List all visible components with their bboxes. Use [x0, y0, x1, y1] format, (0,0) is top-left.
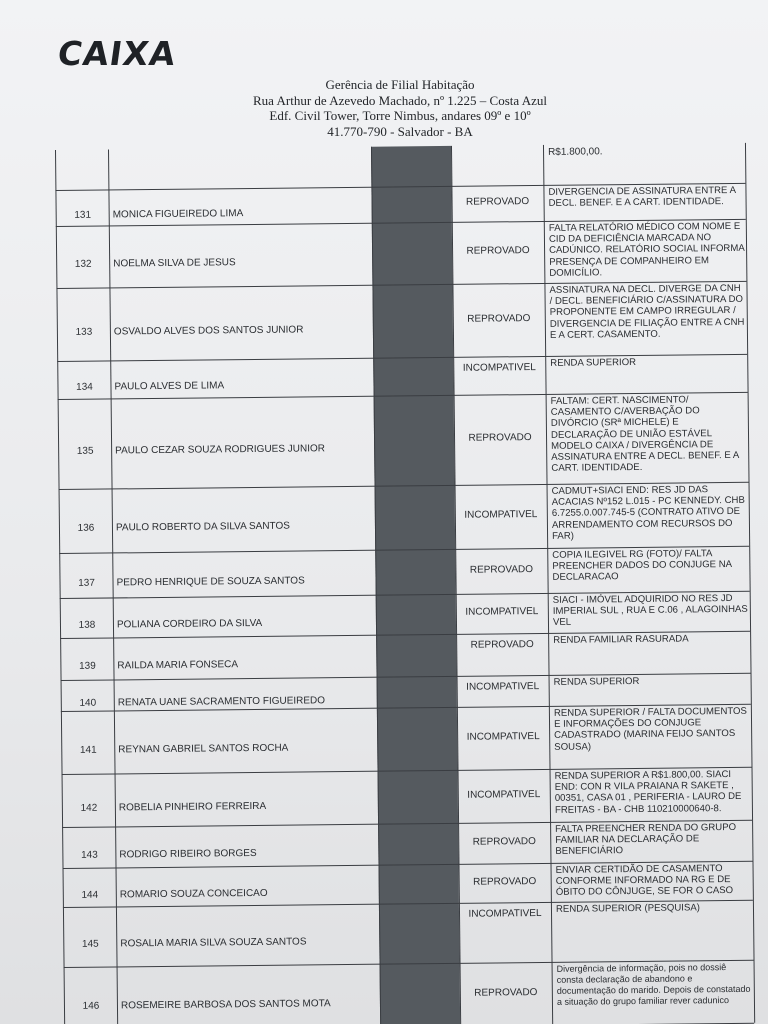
redacted-column [371, 146, 460, 1024]
reason-text: Divergência de informação, pois no dossiê consta declaração de abandono e documentação do marido. Depois de constatado a situação do grupo familiar rever cadunico [556, 962, 751, 1007]
row-number: 142 [80, 802, 98, 814]
reason-text: DIVERGENCIA DE ASSINATURA ENTRE A DECL. BENEF. E A CART. IDENTIDADE. [548, 184, 736, 210]
letterhead-line-1: Gerência de Filial Habitação [325, 77, 475, 92]
applicant-name: MONICA FIGUEIREDO LIMA [112, 208, 244, 221]
status-badge: REPROVADO [466, 245, 530, 257]
applicant-name: POLIANA CORDEIRO DA SILVA [116, 617, 263, 631]
applicant-name: ROSALIA MARIA SILVA SOUZA SANTOS [120, 936, 307, 950]
reason-text: FALTAM: CERT. NASCIMENTO/ CASAMENTO C/AVERBAÇÃO DO DIVÓRCIO (SRª MICHELE) E DECLARAÇÃO DE UNIÃO ESTÁVEL MODELO CAIXA / DIVERGÊNCIA DE ASSINATURA ENTRE A DECL. BENEF. E A CART. IDENTIDADE. [550, 394, 739, 475]
status-badge: REPROVADO [468, 432, 532, 444]
status-badge: INCOMPATIVEL [467, 788, 541, 801]
row-number: 136 [77, 522, 95, 534]
reason-text: ASSINATURA NA DECL. DIVERGE DA CNH / DECL. BENEFICIÁRIO C/ASSINATURA DO PROPONENTE EM CAMPO IRREGULAR / DIVERGENCIA DE FILIAÇÃO ENTRE A CNH E A CERT. CASAMENTO. [549, 282, 745, 341]
status-badge: INCOMPATIVEL [464, 509, 538, 521]
applicant-name: PAULO ROBERTO DA SILVA SANTOS [115, 520, 290, 534]
status-badge: INCOMPATIVEL [468, 907, 542, 920]
applicant-name: ROMARIO SOUZA CONCEICAO [119, 887, 268, 900]
row-number: 146 [82, 1000, 100, 1012]
applicant-name: RODRIGO RIBEIRO BORGES [119, 847, 257, 860]
letterhead-line-2: Rua Arthur de Azevedo Machado, nº 1.225 – Costa Azul [253, 92, 547, 108]
letterhead-line-3: Edf. Civil Tower, Torre Nimbus, andares 09º e 10º [269, 108, 531, 123]
reason-text: FALTA RELATÓRIO MÉDICO COM NOME E CID DA DEFICIÊNCIA MARCADA NO CADÚNICO. RELATÓRIO SOCIAL INFORMA PRESENÇA DE COMPANHEIRO EM DOMICÍLIO. [548, 220, 745, 279]
row-number: 133 [75, 326, 93, 338]
status-badge: REPROVADO [470, 639, 534, 651]
status-badge: REPROVADO [467, 312, 531, 325]
applicant-name: RAILDA MARIA FONSECA [117, 659, 239, 672]
status-badge: INCOMPATIVEL [462, 362, 536, 374]
status-badge: INCOMPATIVEL [466, 730, 540, 743]
reason-text: RENDA SUPERIOR [553, 675, 640, 688]
applicant-name: NOELMA SILVA DE JESUS [113, 257, 236, 270]
applicant-name: PEDRO HENRIQUE DE SOUZA SANTOS [116, 574, 305, 588]
applicant-name: ROSEMEIRE BARBOSA DOS SANTOS MOTA [120, 997, 331, 1011]
row-number: 138 [78, 619, 96, 631]
reason-text: SIACI - IMÓVEL ADQUIRIDO NO RES JD IMPERIAL SUL , RUA E C.06 , ALAGOINHAS VEL [552, 592, 748, 629]
reason-text: COPIA ILEGIVEL RG (FOTO)/ FALTA PREENCHER DADOS DO CONJUGE NA DECLARACAO [552, 548, 732, 584]
row-number: 143 [80, 849, 98, 861]
status-badge: INCOMPATIVEL [466, 681, 540, 693]
applicant-name: ROBELIA PINHEIRO FERREIRA [118, 800, 267, 813]
letterhead-line-4: 41.770-790 - Salvador - BA [327, 123, 473, 139]
row-number: 132 [74, 258, 92, 270]
row-number: 145 [81, 938, 99, 950]
applicant-name: PAULO ALVES DE LIMA [114, 380, 225, 393]
reason-text: RENDA SUPERIOR (PESQUISA) [555, 902, 700, 915]
applicant-name: OSVALDO ALVES DOS SANTOS JUNIOR [113, 323, 304, 337]
caixa-logo: CAIXA [55, 34, 179, 73]
reason-text: RENDA SUPERIOR / FALTA DOCUMENTOS E INFORMAÇÕES DO CONJUGE CADASTRADO (MARINA FEIJO SANTOS SOUSA) [553, 705, 747, 753]
reason-text: RENDA SUPERIOR A R$1.800,00. SIACI END: CON R VILA PRAIANA R SAKETE , 00351, CASA 01 , PERIFERIA - LAURO DE FREITAS - BA - CHB 110210000640-8. [554, 769, 742, 816]
reason-text: CADMUT+SIACI END: RES JD DAS ACACIAS Nº152 L.015 - PC KENNEDY. CHB 6.7255.0.007.745-5 (CONTRATO ATIVO DE ARRENDAMENTO COM RECURSOS DO FAR) [551, 484, 745, 542]
reason-text: FALTA PREENCHER RENDA DO GRUPO FAMILIAR NA DECLARAÇÃO DE BENEFICIÁRIO [555, 821, 737, 858]
status-badge: REPROVADO [472, 835, 536, 848]
applicant-name: PAULO CEZAR SOUZA RODRIGUES JUNIOR [115, 443, 326, 457]
row-number: 144 [81, 889, 99, 901]
reason-text: ENVIAR CERTIDÃO DE CASAMENTO CONFORME INFORMADO NA RG E DE ÓBITO DO CÔNJUGE, SE FOR O CASO [555, 863, 734, 899]
reason-text: RENDA FAMILIAR RASURADA [553, 633, 689, 646]
row-number: 137 [78, 577, 95, 589]
status-badge: REPROVADO [465, 196, 530, 208]
status-badge: REPROVADO [469, 563, 534, 576]
row-number: 140 [79, 697, 97, 709]
row-number: 134 [76, 381, 93, 393]
status-badge: REPROVADO [474, 986, 538, 999]
reason-text: RENDA SUPERIOR [550, 356, 637, 369]
row-number: 131 [74, 209, 92, 221]
row-number: 135 [76, 445, 94, 457]
continuation-text: R$1.800,00. [547, 146, 603, 158]
applicant-name: REYNAN GABRIEL SANTOS ROCHA [118, 742, 289, 755]
applicant-name: RENATA UANE SACRAMENTO FIGUEIREDO [117, 694, 326, 708]
status-badge: INCOMPATIVEL [465, 606, 539, 618]
row-number: 141 [79, 744, 97, 756]
row-number: 139 [79, 660, 96, 672]
status-badge: REPROVADO [473, 875, 537, 888]
